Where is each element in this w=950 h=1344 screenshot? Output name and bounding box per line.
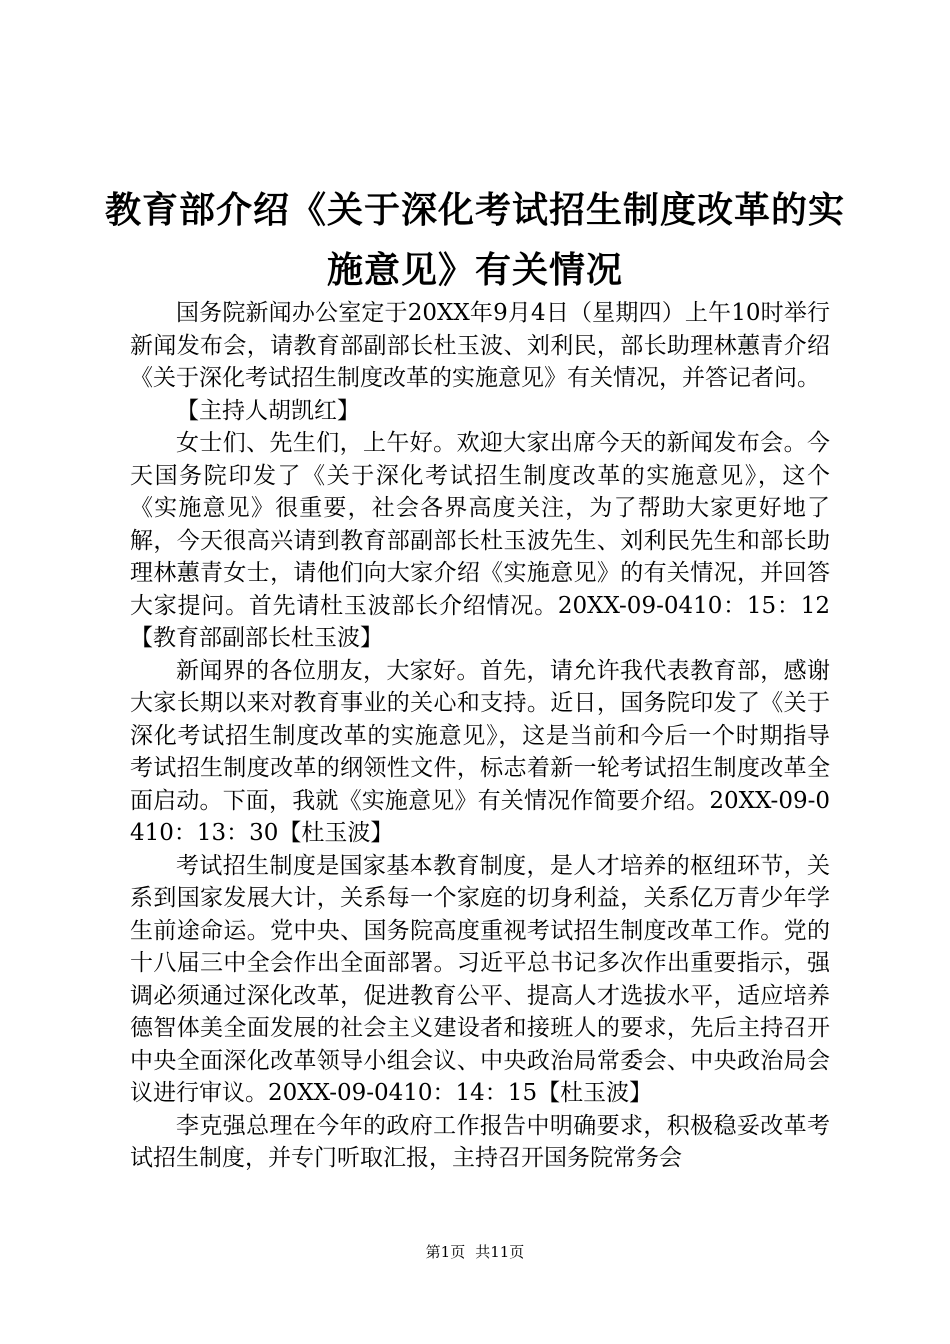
document-title: 教育部介绍《关于深化考试招生制度改革的实施意见》有关情况 bbox=[104, 189, 845, 291]
paragraph-host-label: 【主持人胡凯红】 bbox=[176, 397, 360, 424]
page-total: 共11页 bbox=[475, 1243, 525, 1261]
paragraph-du-yubo-opening: 新闻界的各位朋友，大家好。首先，请允许我代表教育部，感谢大家长期以来对教育事业的关心和支持。近日，国务院印发了《关于深化考试招生制度改革的实施意见》，这是当前和今后一个时期指导考试招生制度改革的纲领性文件，标志着新一轮考试招生制度改革全面启动。下面，我就《实施意见》有关情况作简要介绍。20XX-09-0410：13：30【杜玉波】 bbox=[130, 657, 830, 846]
paragraph-li-keqiang: 李克强总理在今年的政府工作报告中明确要求，积极稳妥改革考试招生制度，并专门听取汇报，主持召开国务院常务会 bbox=[130, 1112, 830, 1171]
paragraph-announcement: 国务院新闻办公室定于20XX年9月4日（星期四）上午10时举行新闻发布会，请教育部副部长杜玉波、刘利民，部长助理林蕙青介绍《关于深化考试招生制度改革的实施意见》有关情况，并答记者问。 bbox=[130, 300, 830, 391]
paragraph-du-yubo-system: 考试招生制度是国家基本教育制度，是人才培养的枢纽环节，关系到国家发展大计，关系每一个家庭的切身利益，关系亿万青少年学生前途命运。党中央、国务院高度重视考试招生制度改革工作。党的十八届三中全会作出全面部署。习近平总书记多次作出重要指示，强调必须通过深化改革，促进教育公平、提高人才选拔水平，适应培养德智体美全面发展的社会主义建设者和接班人的要求，先后主持召开中央全面深化改革领导小组会议、中央政治局常委会、中央政治局会议进行审议。20XX-09-0410：14：15【杜玉波】 bbox=[130, 852, 830, 1106]
page-number: 第1页 bbox=[425, 1243, 466, 1261]
page-footer bbox=[0, 1242, 950, 1262]
paragraph-host-remarks: 女士们、先生们，上午好。欢迎大家出席今天的新闻发布会。今天国务院印发了《关于深化考试招生制度改革的实施意见》，这个《实施意见》很重要，社会各界高度关注，为了帮助大家更好地了解，今天很高兴请到教育部副部长杜玉波先生、刘利民先生和部长助理林蕙青女士，请他们向大家介绍《实施意见》的有关情况，并回答大家提问。首先请杜玉波部长介绍情况。20XX-09-0410：15：12【教育部副部长杜玉波】 bbox=[130, 430, 830, 651]
document-body bbox=[130, 297, 830, 1175]
